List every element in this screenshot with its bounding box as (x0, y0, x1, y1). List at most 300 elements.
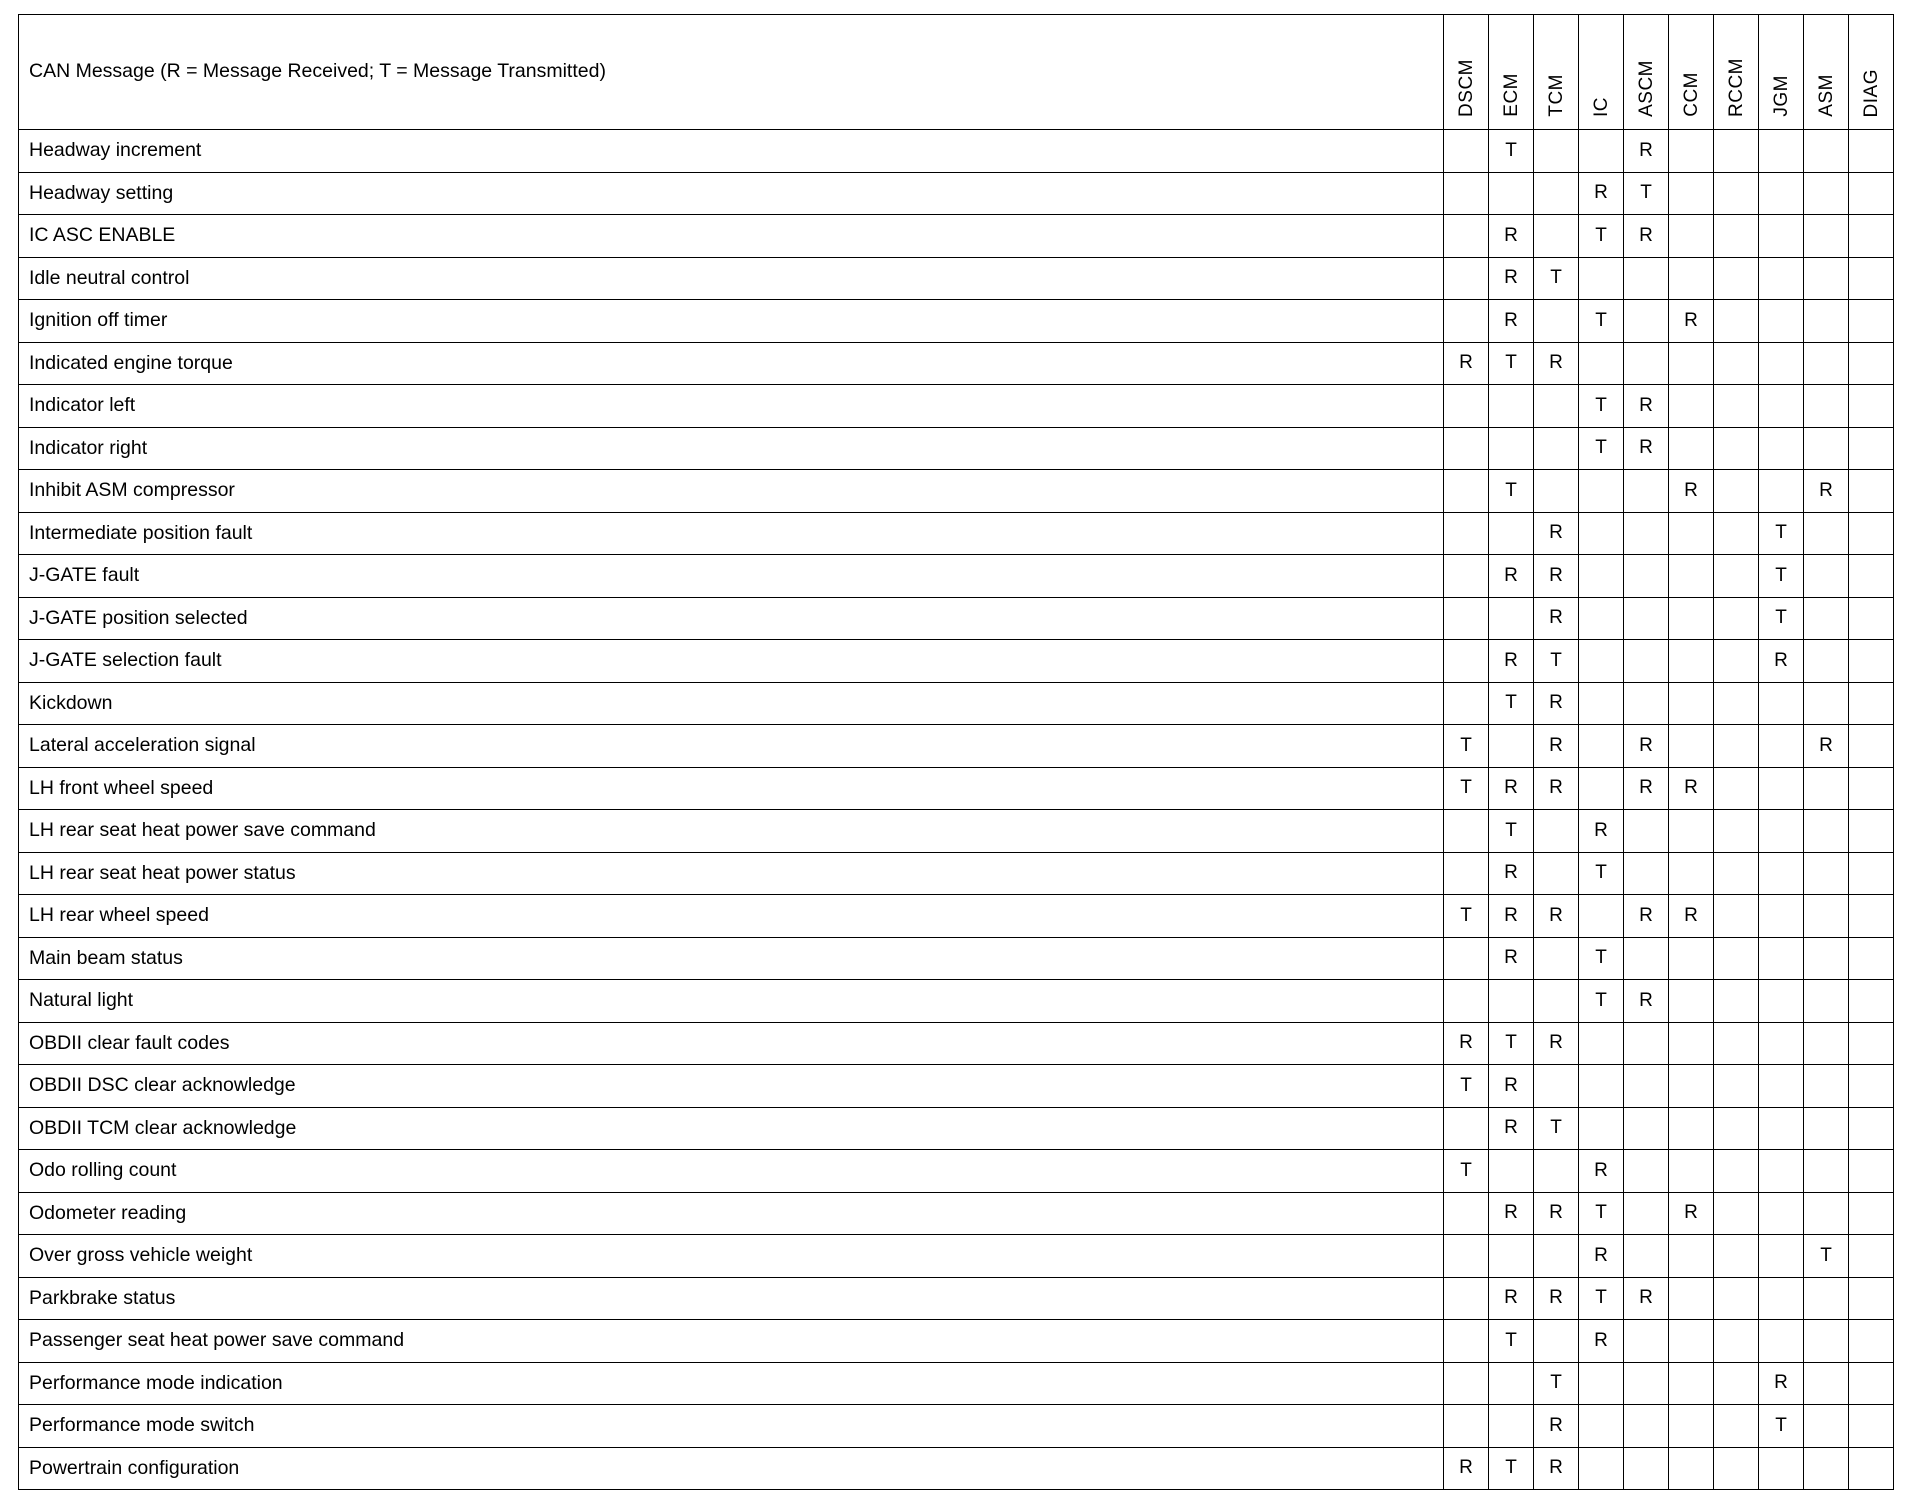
message-direction-cell (1669, 1405, 1714, 1448)
message-direction-cell (1759, 980, 1804, 1023)
message-direction-cell (1849, 427, 1894, 470)
message-direction-cell (1489, 1150, 1534, 1193)
message-direction-cell (1669, 852, 1714, 895)
message-direction-cell (1849, 130, 1894, 173)
message-direction-cell (1849, 767, 1894, 810)
message-direction-cell (1759, 1150, 1804, 1193)
message-direction-cell: R (1489, 895, 1534, 938)
message-direction-cell: T (1579, 937, 1624, 980)
message-direction-cell: T (1444, 895, 1489, 938)
message-direction-cell (1624, 1107, 1669, 1150)
column-header-tcm (1534, 15, 1579, 130)
can-message-label: J-GATE position selected (19, 597, 1444, 640)
message-direction-cell (1714, 1065, 1759, 1108)
message-direction-cell (1849, 1150, 1894, 1193)
message-direction-cell (1579, 130, 1624, 173)
message-direction-cell (1624, 1235, 1669, 1278)
message-direction-cell (1624, 1022, 1669, 1065)
message-direction-cell (1759, 1235, 1804, 1278)
column-header-ecm-label: ECM (1500, 73, 1522, 117)
can-message-label: Main beam status (19, 937, 1444, 980)
message-direction-cell (1849, 300, 1894, 343)
message-direction-cell: R (1534, 555, 1579, 598)
message-direction-cell (1444, 640, 1489, 683)
message-direction-cell (1444, 810, 1489, 853)
table-row (19, 597, 1894, 640)
message-direction-cell (1714, 130, 1759, 173)
message-direction-cell (1579, 597, 1624, 640)
message-direction-cell (1804, 342, 1849, 385)
message-direction-cell (1804, 1107, 1849, 1150)
column-header-jgm (1759, 15, 1804, 130)
message-direction-cell (1444, 555, 1489, 598)
column-header-diag (1849, 15, 1894, 130)
message-direction-cell (1849, 1192, 1894, 1235)
message-direction-cell (1579, 767, 1624, 810)
message-direction-cell (1714, 640, 1759, 683)
message-direction-cell (1714, 257, 1759, 300)
message-direction-cell (1714, 215, 1759, 258)
message-direction-cell (1444, 215, 1489, 258)
table-row (19, 1235, 1894, 1278)
table-row (19, 767, 1894, 810)
message-direction-cell (1624, 640, 1669, 683)
message-direction-cell (1579, 512, 1624, 555)
table-row (19, 810, 1894, 853)
message-direction-cell (1849, 555, 1894, 598)
message-direction-cell (1579, 1405, 1624, 1448)
message-direction-cell (1759, 1192, 1804, 1235)
column-header-ic-label: IC (1590, 97, 1612, 117)
can-message-label: J-GATE fault (19, 555, 1444, 598)
message-direction-cell (1849, 172, 1894, 215)
message-direction-cell (1714, 767, 1759, 810)
message-direction-cell (1759, 1277, 1804, 1320)
message-direction-cell: R (1534, 1277, 1579, 1320)
can-message-label: Passenger seat heat power save command (19, 1320, 1444, 1363)
message-direction-cell: R (1534, 512, 1579, 555)
message-direction-cell: R (1534, 725, 1579, 768)
table-row (19, 512, 1894, 555)
message-direction-cell: T (1444, 1065, 1489, 1108)
table-row (19, 937, 1894, 980)
message-direction-cell (1714, 470, 1759, 513)
message-direction-cell (1759, 1107, 1804, 1150)
message-direction-cell: R (1534, 342, 1579, 385)
message-direction-cell (1849, 470, 1894, 513)
message-direction-cell (1534, 1065, 1579, 1108)
message-direction-cell: T (1579, 852, 1624, 895)
table-row (19, 342, 1894, 385)
message-direction-cell: R (1624, 1277, 1669, 1320)
message-direction-cell (1489, 597, 1534, 640)
message-direction-cell (1849, 512, 1894, 555)
message-direction-cell: R (1489, 640, 1534, 683)
message-direction-cell (1579, 257, 1624, 300)
message-direction-cell (1714, 810, 1759, 853)
message-direction-cell (1624, 597, 1669, 640)
message-direction-cell (1444, 1192, 1489, 1235)
message-direction-cell (1534, 980, 1579, 1023)
message-direction-cell (1714, 1022, 1759, 1065)
message-direction-cell (1714, 427, 1759, 470)
message-direction-cell (1714, 1362, 1759, 1405)
message-direction-cell (1714, 1405, 1759, 1448)
message-direction-cell: T (1534, 1362, 1579, 1405)
message-direction-cell (1804, 427, 1849, 470)
message-direction-cell (1669, 1065, 1714, 1108)
message-direction-cell (1669, 257, 1714, 300)
message-direction-cell (1804, 937, 1849, 980)
message-direction-cell (1804, 1192, 1849, 1235)
message-direction-cell (1624, 682, 1669, 725)
message-direction-cell: R (1804, 725, 1849, 768)
message-direction-cell (1579, 1065, 1624, 1108)
message-direction-cell: R (1579, 810, 1624, 853)
can-message-label: Headway setting (19, 172, 1444, 215)
message-direction-cell (1489, 980, 1534, 1023)
message-direction-cell (1849, 895, 1894, 938)
message-direction-cell: T (1489, 130, 1534, 173)
message-direction-cell (1759, 172, 1804, 215)
message-direction-cell (1669, 427, 1714, 470)
message-direction-cell: R (1624, 385, 1669, 428)
message-direction-cell (1534, 427, 1579, 470)
message-direction-cell (1804, 767, 1849, 810)
message-direction-cell (1579, 725, 1624, 768)
message-direction-cell: T (1624, 172, 1669, 215)
message-direction-cell (1669, 937, 1714, 980)
column-header-asm (1804, 15, 1849, 130)
message-direction-cell (1489, 172, 1534, 215)
message-direction-cell (1489, 725, 1534, 768)
message-direction-cell: T (1579, 980, 1624, 1023)
message-direction-cell (1759, 852, 1804, 895)
table-row (19, 682, 1894, 725)
message-direction-cell (1579, 895, 1624, 938)
message-direction-cell: T (1579, 215, 1624, 258)
can-message-label: LH rear seat heat power save command (19, 810, 1444, 853)
can-message-label: Lateral acceleration signal (19, 725, 1444, 768)
message-direction-cell (1534, 215, 1579, 258)
message-direction-cell (1489, 385, 1534, 428)
column-header-can-message: CAN Message (R = Message Received; T = Message Transmitted) (19, 15, 1444, 130)
message-direction-cell (1489, 1362, 1534, 1405)
message-direction-cell (1849, 1277, 1894, 1320)
message-direction-cell (1759, 895, 1804, 938)
message-direction-cell: R (1624, 130, 1669, 173)
message-direction-cell: R (1489, 767, 1534, 810)
can-message-label: Performance mode indication (19, 1362, 1444, 1405)
message-direction-cell (1669, 725, 1714, 768)
message-direction-cell (1804, 852, 1849, 895)
can-message-label: J-GATE selection fault (19, 640, 1444, 683)
message-direction-cell (1849, 682, 1894, 725)
message-direction-cell (1849, 1235, 1894, 1278)
message-direction-cell (1804, 640, 1849, 683)
message-direction-cell (1534, 300, 1579, 343)
can-message-label: LH rear seat heat power status (19, 852, 1444, 895)
message-direction-cell (1669, 1235, 1714, 1278)
message-direction-cell (1849, 257, 1894, 300)
column-header-rccm-label: RCCM (1725, 58, 1747, 117)
message-direction-cell (1444, 257, 1489, 300)
message-direction-cell: T (1489, 810, 1534, 853)
message-direction-cell (1444, 300, 1489, 343)
message-direction-cell: T (1534, 640, 1579, 683)
message-direction-cell (1849, 980, 1894, 1023)
column-header-tcm-label: TCM (1545, 74, 1567, 117)
message-direction-cell (1444, 172, 1489, 215)
message-direction-cell: R (1534, 682, 1579, 725)
message-direction-cell: T (1444, 767, 1489, 810)
message-direction-cell (1444, 1235, 1489, 1278)
message-direction-cell (1849, 1447, 1894, 1490)
message-direction-cell (1444, 470, 1489, 513)
message-direction-cell: R (1579, 1320, 1624, 1363)
message-direction-cell (1804, 257, 1849, 300)
message-direction-cell (1759, 682, 1804, 725)
table-row (19, 215, 1894, 258)
message-direction-cell: R (1759, 1362, 1804, 1405)
table-row (19, 1107, 1894, 1150)
message-direction-cell: R (1534, 767, 1579, 810)
message-direction-cell (1579, 1107, 1624, 1150)
message-direction-cell (1444, 597, 1489, 640)
message-direction-cell (1624, 1320, 1669, 1363)
message-direction-cell: T (1489, 470, 1534, 513)
message-direction-cell (1534, 1150, 1579, 1193)
message-direction-cell (1714, 1277, 1759, 1320)
message-direction-cell (1804, 980, 1849, 1023)
message-direction-cell: R (1669, 300, 1714, 343)
message-direction-cell (1714, 1107, 1759, 1150)
message-direction-cell (1579, 555, 1624, 598)
message-direction-cell: R (1624, 427, 1669, 470)
message-direction-cell (1624, 852, 1669, 895)
can-message-label: Kickdown (19, 682, 1444, 725)
message-direction-cell (1489, 1405, 1534, 1448)
message-direction-cell (1444, 1107, 1489, 1150)
message-direction-cell (1804, 1065, 1849, 1108)
message-direction-cell: R (1489, 852, 1534, 895)
message-direction-cell: R (1534, 1022, 1579, 1065)
message-direction-cell (1804, 300, 1849, 343)
message-direction-cell (1669, 640, 1714, 683)
message-direction-cell (1534, 852, 1579, 895)
message-direction-cell: R (1669, 1192, 1714, 1235)
message-direction-cell: T (1804, 1235, 1849, 1278)
message-direction-cell (1579, 1447, 1624, 1490)
message-direction-cell (1624, 1362, 1669, 1405)
message-direction-cell (1759, 300, 1804, 343)
message-direction-cell (1669, 1150, 1714, 1193)
message-direction-cell (1804, 215, 1849, 258)
message-direction-cell (1849, 1320, 1894, 1363)
message-direction-cell (1714, 1192, 1759, 1235)
message-direction-cell (1624, 512, 1669, 555)
table-row (19, 257, 1894, 300)
message-direction-cell: R (1579, 172, 1624, 215)
column-header-ascm-label: ASCM (1635, 60, 1657, 117)
message-direction-cell: T (1534, 1107, 1579, 1150)
message-direction-cell: T (1759, 1405, 1804, 1448)
message-direction-cell (1624, 1192, 1669, 1235)
message-direction-cell (1714, 1235, 1759, 1278)
message-direction-cell (1849, 810, 1894, 853)
table-row (19, 427, 1894, 470)
message-direction-cell (1804, 385, 1849, 428)
message-direction-cell (1759, 767, 1804, 810)
column-header-jgm-label: JGM (1770, 75, 1792, 117)
message-direction-cell: R (1444, 342, 1489, 385)
message-direction-cell: R (1624, 215, 1669, 258)
column-header-ecm (1489, 15, 1534, 130)
message-direction-cell (1669, 1107, 1714, 1150)
message-direction-cell (1579, 1022, 1624, 1065)
message-direction-cell (1759, 1065, 1804, 1108)
can-message-table (18, 14, 1894, 1490)
message-direction-cell: R (1534, 597, 1579, 640)
can-message-label: Indicator left (19, 385, 1444, 428)
message-direction-cell: T (1579, 1277, 1624, 1320)
message-direction-cell: T (1579, 300, 1624, 343)
message-direction-cell (1714, 300, 1759, 343)
message-direction-cell (1444, 937, 1489, 980)
table-row (19, 555, 1894, 598)
message-direction-cell: R (1489, 555, 1534, 598)
message-direction-cell (1624, 1405, 1669, 1448)
table-header-row (19, 15, 1894, 130)
message-direction-cell: R (1624, 980, 1669, 1023)
message-direction-cell (1849, 385, 1894, 428)
message-direction-cell (1759, 1022, 1804, 1065)
message-direction-cell: T (1759, 512, 1804, 555)
table-body (19, 130, 1894, 1490)
message-direction-cell (1849, 1405, 1894, 1448)
message-direction-cell (1849, 1065, 1894, 1108)
message-direction-cell (1804, 555, 1849, 598)
message-direction-cell (1669, 172, 1714, 215)
message-direction-cell (1804, 895, 1849, 938)
can-message-label: LH front wheel speed (19, 767, 1444, 810)
message-direction-cell: T (1759, 597, 1804, 640)
message-direction-cell (1849, 1362, 1894, 1405)
table-row (19, 1022, 1894, 1065)
message-direction-cell: R (1669, 470, 1714, 513)
message-direction-cell: T (1444, 725, 1489, 768)
message-direction-cell: R (1489, 1277, 1534, 1320)
message-direction-cell (1849, 1107, 1894, 1150)
message-direction-cell (1624, 342, 1669, 385)
message-direction-cell (1759, 130, 1804, 173)
message-direction-cell: R (1489, 937, 1534, 980)
message-direction-cell: R (1579, 1235, 1624, 1278)
message-direction-cell: T (1579, 427, 1624, 470)
message-direction-cell (1804, 810, 1849, 853)
message-direction-cell (1759, 1320, 1804, 1363)
message-direction-cell (1534, 937, 1579, 980)
can-message-label: OBDII DSC clear acknowledge (19, 1065, 1444, 1108)
table-row (19, 1150, 1894, 1193)
can-message-label: Indicator right (19, 427, 1444, 470)
message-direction-cell (1669, 342, 1714, 385)
message-direction-cell (1534, 470, 1579, 513)
message-direction-cell (1669, 1022, 1714, 1065)
message-direction-cell (1624, 1447, 1669, 1490)
message-direction-cell (1759, 725, 1804, 768)
message-direction-cell: R (1759, 640, 1804, 683)
message-direction-cell (1444, 512, 1489, 555)
message-direction-cell (1669, 1320, 1714, 1363)
message-direction-cell (1759, 810, 1804, 853)
column-header-dscm-label: DSCM (1455, 59, 1477, 117)
message-direction-cell (1714, 980, 1759, 1023)
message-direction-cell (1714, 725, 1759, 768)
message-direction-cell (1624, 937, 1669, 980)
can-message-label: Idle neutral control (19, 257, 1444, 300)
message-direction-cell (1534, 385, 1579, 428)
message-direction-cell: T (1444, 1150, 1489, 1193)
message-direction-cell: T (1489, 1447, 1534, 1490)
table-row (19, 172, 1894, 215)
message-direction-cell (1804, 1320, 1849, 1363)
can-message-label: Intermediate position fault (19, 512, 1444, 555)
message-direction-cell: R (1534, 1447, 1579, 1490)
message-direction-cell (1804, 1362, 1849, 1405)
message-direction-cell: R (1489, 300, 1534, 343)
table-row (19, 1277, 1894, 1320)
message-direction-cell: R (1489, 1065, 1534, 1108)
message-direction-cell: R (1804, 470, 1849, 513)
column-header-ccm-label: CCM (1680, 72, 1702, 117)
table-row (19, 300, 1894, 343)
message-direction-cell: R (1444, 1447, 1489, 1490)
table-row (19, 640, 1894, 683)
message-direction-cell (1804, 1405, 1849, 1448)
message-direction-cell (1579, 1362, 1624, 1405)
table-row (19, 1447, 1894, 1490)
table-row (19, 725, 1894, 768)
message-direction-cell (1759, 427, 1804, 470)
message-direction-cell (1444, 1362, 1489, 1405)
message-direction-cell (1669, 980, 1714, 1023)
message-direction-cell (1669, 1277, 1714, 1320)
message-direction-cell (1804, 1277, 1849, 1320)
message-direction-cell (1669, 1362, 1714, 1405)
message-direction-cell (1579, 470, 1624, 513)
message-direction-cell (1489, 512, 1534, 555)
message-direction-cell (1624, 257, 1669, 300)
column-header-dscm (1444, 15, 1489, 130)
can-message-label: LH rear wheel speed (19, 895, 1444, 938)
message-direction-cell: R (1534, 1405, 1579, 1448)
message-direction-cell (1669, 597, 1714, 640)
message-direction-cell (1444, 1277, 1489, 1320)
can-message-label: Indicated engine torque (19, 342, 1444, 385)
message-direction-cell (1759, 257, 1804, 300)
can-message-label: Headway increment (19, 130, 1444, 173)
can-message-label: Parkbrake status (19, 1277, 1444, 1320)
table-row (19, 1362, 1894, 1405)
message-direction-cell: R (1489, 1107, 1534, 1150)
message-direction-cell (1669, 385, 1714, 428)
message-direction-cell (1714, 682, 1759, 725)
message-direction-cell (1759, 937, 1804, 980)
can-message-label: Performance mode switch (19, 1405, 1444, 1448)
message-direction-cell (1804, 512, 1849, 555)
message-direction-cell (1759, 470, 1804, 513)
